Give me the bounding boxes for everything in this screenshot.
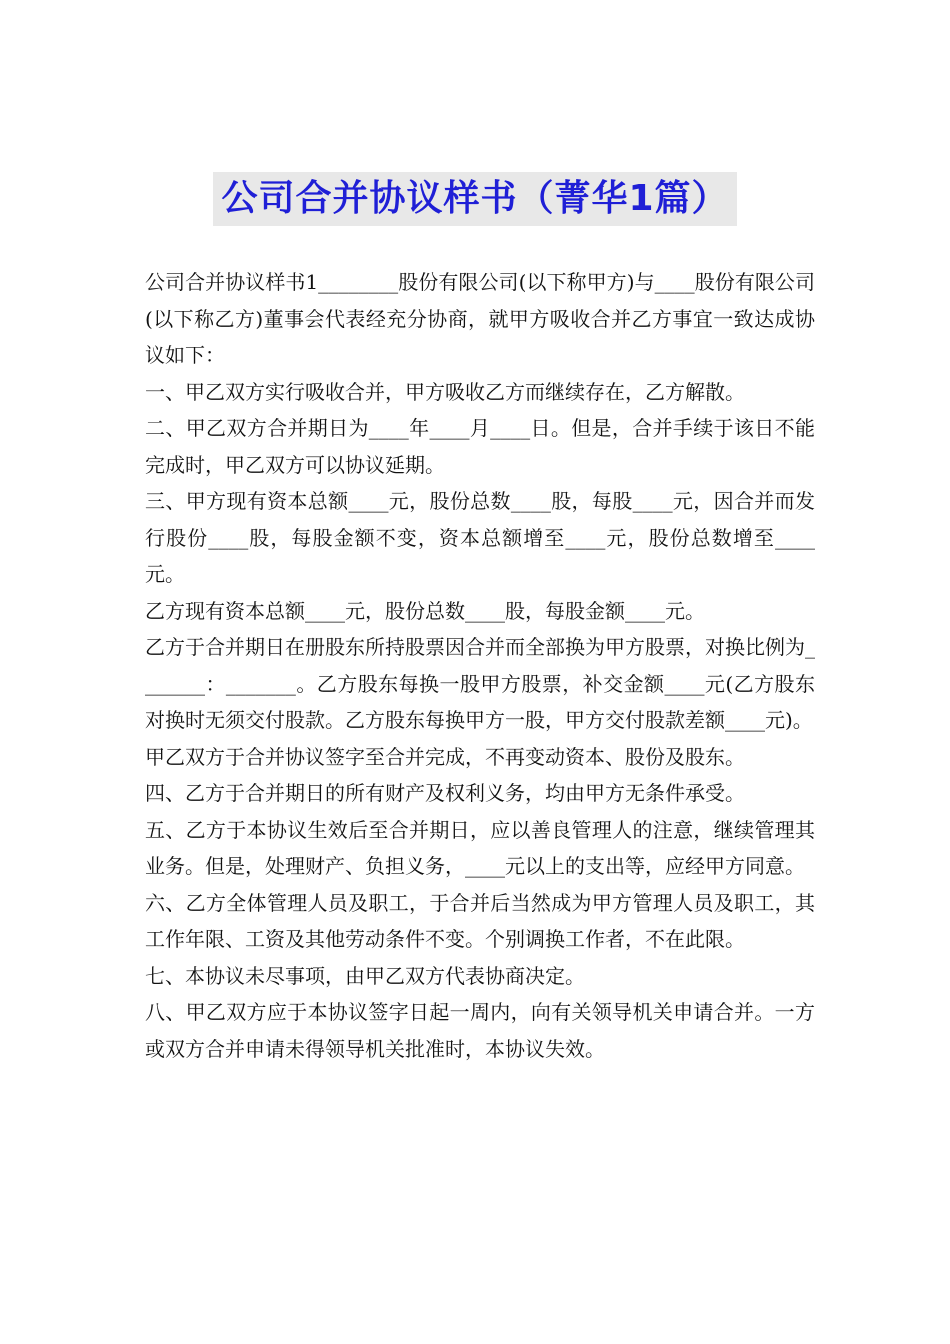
paragraph-clause-3-no-change: 甲乙双方于合并协议签字至合并完成，不再变动资本、股份及股东。 [145, 744, 745, 769]
paragraph-clause-5: 五、乙方于本协议生效后至合并期日，应以善良管理人的注意，继续管理其业务。但是，处理财产、负担义务，____元以上的支出等，应经甲方同意。 [145, 817, 815, 878]
paragraph-clause-1: 一、甲乙双方实行吸收合并，甲方吸收乙方而继续存在，乙方解散。 [145, 379, 745, 404]
paragraph-clause-3-party-b-capital: 乙方现有资本总额____元，股份总数____股，每股金额____元。 [145, 598, 705, 623]
paragraph-intro: 公司合并协议样书1________股份有限公司(以下称甲方)与____股份有限公司(以下称乙方)董事会代表经充分协商，就甲方吸收合并乙方事宜一致达成协议如下： [145, 270, 815, 367]
paragraph-clause-3: 三、甲方现有资本总额____元，股份总数____股，每股____元，因合并而发行股份____股，每股金额不变，资本总额增至____元，股份总数增至____元。 [145, 489, 815, 586]
document-body [145, 264, 815, 1067]
paragraph-clause-8: 八、甲乙双方应于本协议签字日起一周内，向有关领导机关申请合并。一方或双方合并申请未得领导机关批准时，本协议失效。 [145, 1000, 815, 1061]
paragraph-clause-4: 四、乙方于合并期日的所有财产及权利义务，均由甲方无条件承受。 [145, 781, 745, 805]
title-container [0, 172, 950, 226]
paragraph-clause-7: 七、本协议未尽事项，由甲乙双方代表协商决定。 [145, 963, 585, 988]
paragraph-clause-2: 二、甲乙双方合并期日为____年____月____日。但是，合并手续于该日不能完成时，甲乙双方可以协议延期。 [145, 416, 815, 477]
document-title: 公司合并协议样书（菁华1篇） [213, 172, 736, 226]
paragraph-clause-6: 六、乙方全体管理人员及职工，于合并后当然成为甲方管理人员及职工，其工作年限、工资及其他劳动条件不变。个别调换工作者，不在此限。 [145, 890, 815, 951]
paragraph-clause-3-share-exchange: 乙方于合并期日在册股东所持股票因合并而全部换为甲方股票，对换比例为_______：_______。乙方股东每换一股甲方股票，补交金额____元(乙方股东对换时无须交付股款。乙方股东每换甲方一股，甲方交付股款差额____元)。 [145, 635, 815, 732]
